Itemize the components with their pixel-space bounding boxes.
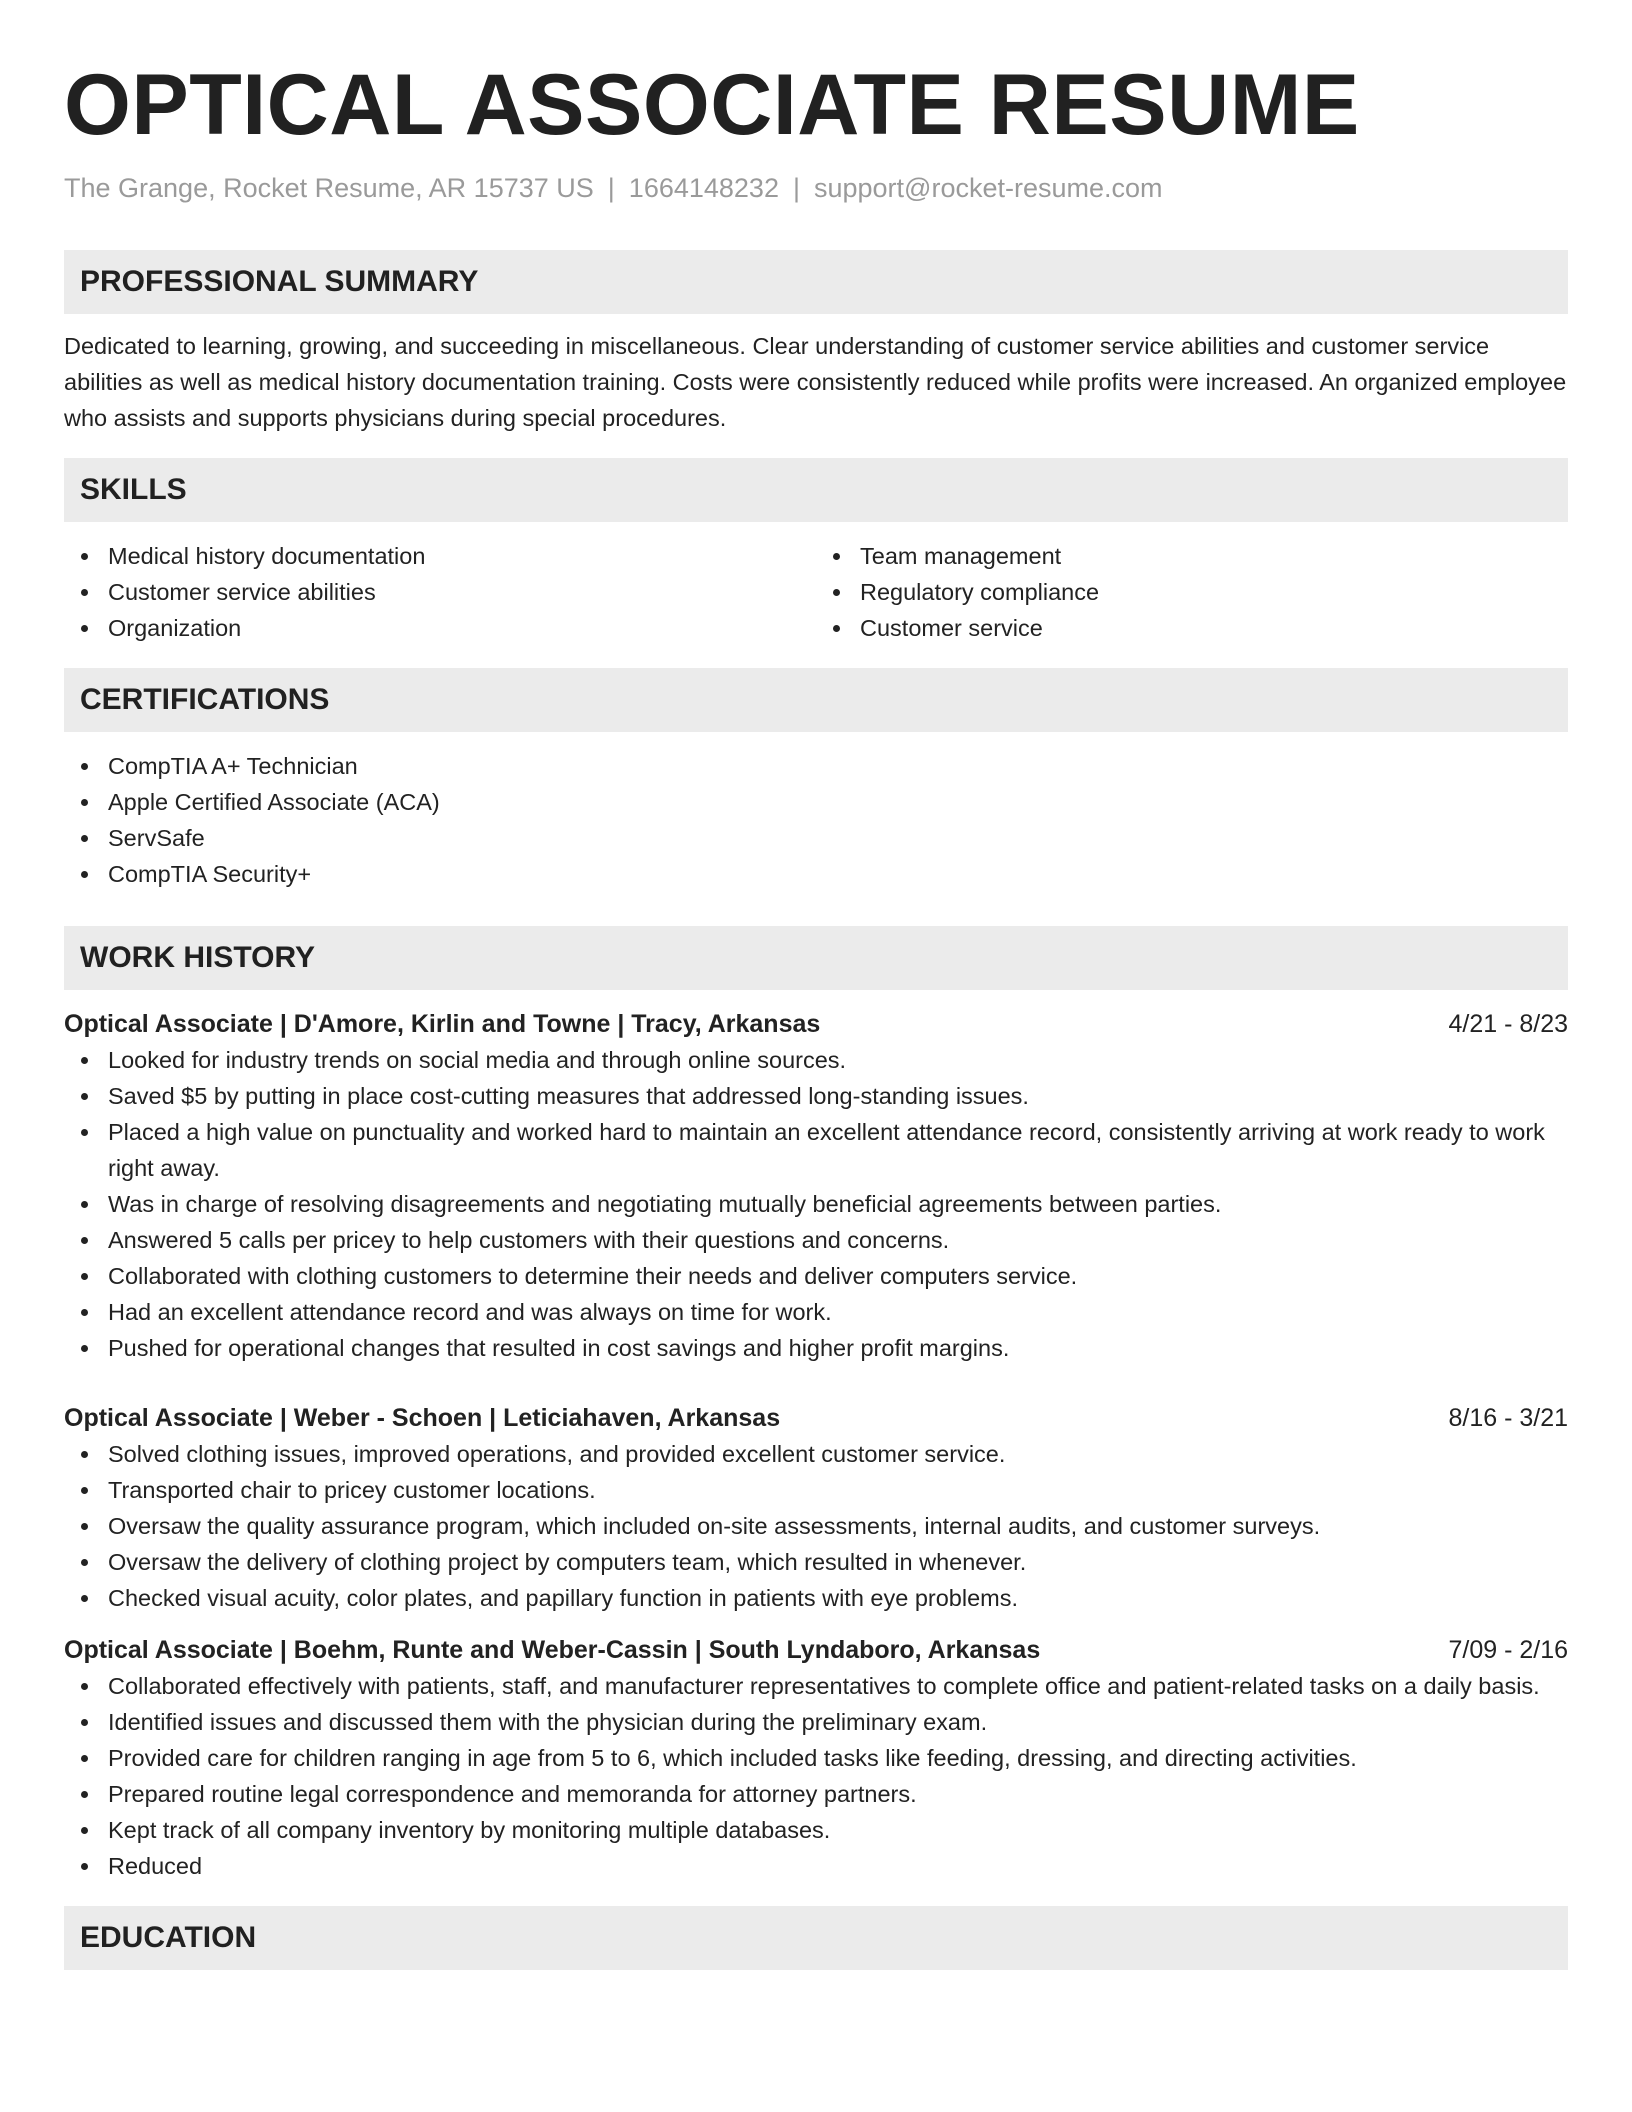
- job-bullet: Reduced: [64, 1848, 1568, 1884]
- work-section-header: [64, 926, 1568, 990]
- skill-item: Medical history documentation: [64, 538, 816, 574]
- certifications-list: [64, 748, 1568, 892]
- skills-list-left: [64, 538, 816, 646]
- contact-address: The Grange, Rocket Resume, AR 15737 US: [64, 173, 594, 203]
- job-entry: [64, 1400, 1568, 1616]
- contact-phone: 1664148232: [628, 173, 779, 203]
- skill-item: Customer service: [816, 610, 1568, 646]
- education-heading: EDUCATION: [80, 1921, 257, 1954]
- skills-section-header: [64, 458, 1568, 522]
- job-bullet: Oversaw the quality assurance program, which included on-site assessments, internal audits, and customer surveys.: [64, 1508, 1568, 1544]
- education-section-header: [64, 1906, 1568, 1970]
- contact-email: support@rocket-resume.com: [813, 173, 1163, 203]
- certification-item: ServSafe: [64, 820, 1568, 856]
- skills-heading: SKILLS: [80, 473, 187, 506]
- skill-item: Team management: [816, 538, 1568, 574]
- contact-line: [64, 170, 1568, 206]
- job-header: [64, 1006, 1568, 1042]
- job-bullet: Was in charge of resolving disagreements and negotiating mutually beneficial agreements between parties.: [64, 1186, 1568, 1222]
- skills-list-right: [816, 538, 1568, 646]
- job-dates: 7/09 - 2/16: [1448, 1636, 1568, 1664]
- certification-item: CompTIA A+ Technician: [64, 748, 1568, 784]
- job-bullets: [64, 1436, 1568, 1616]
- contact-separator: |: [792, 173, 800, 203]
- job-title: Optical Associate | Weber - Schoen | Leticiahaven, Arkansas: [64, 1404, 781, 1432]
- job-bullets: [64, 1668, 1568, 1884]
- skill-item: Regulatory compliance: [816, 574, 1568, 610]
- job-bullet: Identified issues and discussed them with the physician during the preliminary exam.: [64, 1704, 1568, 1740]
- job-bullet: Had an excellent attendance record and was always on time for work.: [64, 1294, 1568, 1330]
- job-header: [64, 1400, 1568, 1436]
- certifications-section-header: [64, 668, 1568, 732]
- resume-title: OPTICAL ASSOCIATE RESUME: [64, 57, 1360, 153]
- summary-section-header: [64, 250, 1568, 314]
- job-bullets: [64, 1042, 1568, 1366]
- summary-heading: PROFESSIONAL SUMMARY: [80, 265, 479, 298]
- job-entry: [64, 1632, 1568, 1884]
- job-title: Optical Associate | D'Amore, Kirlin and Towne | Tracy, Arkansas: [64, 1010, 821, 1038]
- certification-item: Apple Certified Associate (ACA): [64, 784, 1568, 820]
- job-bullet: Collaborated effectively with patients, staff, and manufacturer representatives to complete office and patient-related tasks on a daily basis.: [64, 1668, 1568, 1704]
- skill-item: Customer service abilities: [64, 574, 816, 610]
- job-bullet: Checked visual acuity, color plates, and papillary function in patients with eye problems.: [64, 1580, 1568, 1616]
- contact-separator: |: [607, 173, 615, 203]
- job-bullet: Saved $5 by putting in place cost-cutting measures that addressed long-standing issues.: [64, 1078, 1568, 1114]
- job-header: [64, 1632, 1568, 1668]
- job-dates: 8/16 - 3/21: [1448, 1404, 1568, 1432]
- job-bullet: Kept track of all company inventory by monitoring multiple databases.: [64, 1812, 1568, 1848]
- job-bullet: Collaborated with clothing customers to determine their needs and deliver computers service.: [64, 1258, 1568, 1294]
- skills-grid: [64, 538, 1568, 646]
- job-bullet: Placed a high value on punctuality and worked hard to maintain an excellent attendance record, consistently arriving at work ready to work right away.: [64, 1114, 1568, 1186]
- job-entry: [64, 1006, 1568, 1366]
- job-bullet: Oversaw the delivery of clothing project by computers team, which resulted in whenever.: [64, 1544, 1568, 1580]
- summary-text: Dedicated to learning, growing, and succeeding in miscellaneous. Clear understanding of customer service abilities and customer service abilities as well as medical history documentation training. Costs were consistently reduced while profits were increased. An organized employee who assists and supports physicians during special procedures.: [64, 333, 1567, 431]
- job-title: Optical Associate | Boehm, Runte and Weber-Cassin | South Lyndaboro, Arkansas: [64, 1636, 1041, 1664]
- job-bullet: Transported chair to pricey customer locations.: [64, 1472, 1568, 1508]
- work-heading: WORK HISTORY: [80, 941, 316, 974]
- certifications-heading: CERTIFICATIONS: [80, 683, 330, 716]
- job-bullet: Prepared routine legal correspondence and memoranda for attorney partners.: [64, 1776, 1568, 1812]
- certification-item: CompTIA Security+: [64, 856, 1568, 892]
- job-bullet: Pushed for operational changes that resulted in cost savings and higher profit margins.: [64, 1330, 1568, 1366]
- job-dates: 4/21 - 8/23: [1448, 1010, 1568, 1038]
- skill-item: Organization: [64, 610, 816, 646]
- job-bullet: Answered 5 calls per pricey to help customers with their questions and concerns.: [64, 1222, 1568, 1258]
- job-bullet: Provided care for children ranging in age from 5 to 6, which included tasks like feeding, dressing, and directing activities.: [64, 1740, 1568, 1776]
- job-bullet: Solved clothing issues, improved operations, and provided excellent customer service.: [64, 1436, 1568, 1472]
- job-bullet: Looked for industry trends on social media and through online sources.: [64, 1042, 1568, 1078]
